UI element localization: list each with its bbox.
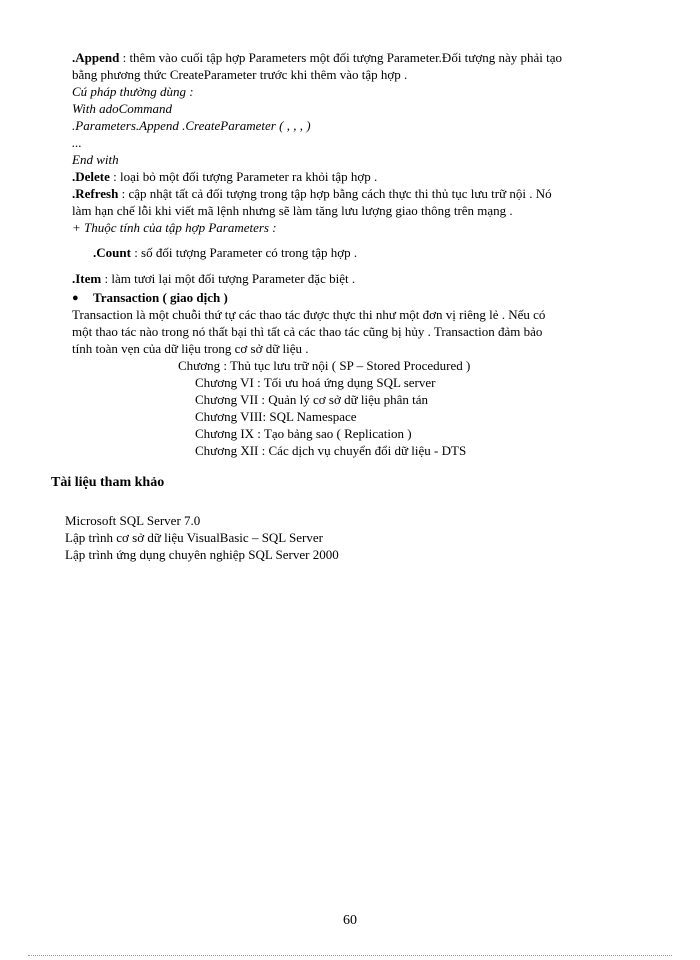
page-bottom-divider <box>28 955 672 956</box>
transaction-line-3: tính toàn vẹn của dữ liệu trong cơ sở dữ liệu . <box>72 341 309 356</box>
count-description: : số đối tượng Parameter có trong tập hợp . <box>130 245 358 260</box>
count-paragraph <box>93 244 357 261</box>
chapter-line: Chương VII : Quản lý cơ sở dữ liệu phân tán <box>195 392 429 407</box>
reference-item: Lập trình cơ sở dữ liệu VisualBasic – SQL Server <box>65 530 323 545</box>
chapter-line: Chương XII : Các dịch vụ chuyển đổi dữ liệu - DTS <box>195 443 467 458</box>
bullet-icon: ● <box>72 292 79 304</box>
references-heading: Tài liệu tham khảo <box>51 475 165 490</box>
refresh-description: : cập nhật tất cả đối tượng trong tập hợp bằng cách thực thi thủ tục lưu trữ nội . Nó <box>118 186 552 201</box>
properties-label: + Thuộc tính của tập hợp Parameters : <box>72 220 277 235</box>
count-term: .Count <box>93 245 131 260</box>
delete-description: : loại bỏ một đối tượng Parameter ra khỏi tập hợp . <box>109 169 378 184</box>
refresh-paragraph-line1 <box>72 185 552 202</box>
code-line-1: With adoCommand <box>72 101 173 116</box>
code-line-2: .Parameters.Append .CreateParameter ( , , , ) <box>72 118 311 133</box>
item-term: .Item <box>72 271 102 286</box>
reference-item: Microsoft SQL Server 7.0 <box>65 513 201 528</box>
append-term: .Append <box>72 50 120 65</box>
transaction-title: Transaction ( giao dịch ) <box>93 290 228 305</box>
refresh-term: .Refresh <box>72 186 119 201</box>
delete-paragraph <box>72 168 377 185</box>
append-paragraph-line2: bằng phương thức CreateParameter trước khi thêm vào tập hợp . <box>72 67 408 82</box>
chapter-line: Chương VI : Tối ưu hoá ứng dụng SQL server <box>195 375 436 390</box>
item-description: : làm tươi lại một đối tượng Parameter đặc biệt . <box>101 271 356 286</box>
syntax-label: Cú pháp thường dùng : <box>72 84 194 99</box>
transaction-line-2: một thao tác nào trong nó thất bại thì tất cả các thao tác cũng bị hủy . Transaction đảm bảo <box>72 324 543 339</box>
append-paragraph-line1 <box>72 49 562 66</box>
code-line-3: ... <box>72 135 82 150</box>
chapter-line: Chương IX : Tạo bảng sao ( Replication ) <box>195 426 412 441</box>
code-line-4: End with <box>72 152 119 167</box>
refresh-paragraph-line2: làm hạn chế lỗi khi viết mã lệnh nhưng sẽ làm tăng lưu lượng giao thông trên mạng . <box>72 203 513 218</box>
reference-item: Lập trình ứng dụng chuyên nghiệp SQL Server 2000 <box>65 547 339 562</box>
item-paragraph <box>72 270 355 287</box>
transaction-line-1: Transaction là một chuỗi thứ tự các thao tác được thực thi như một đơn vị riêng lẻ . Nếu có <box>72 307 546 322</box>
append-description: : thêm vào cuối tập hợp Parameters một đối tượng Parameter.Đối tượng này phải tạo <box>119 50 563 65</box>
page-number: 60 <box>343 913 357 928</box>
chapter-line: Chương VIII: SQL Namespace <box>195 409 357 424</box>
chapter-line: Chương : Thủ tục lưu trữ nội ( SP – Stored Procedured ) <box>178 358 471 373</box>
delete-term: .Delete <box>72 169 110 184</box>
